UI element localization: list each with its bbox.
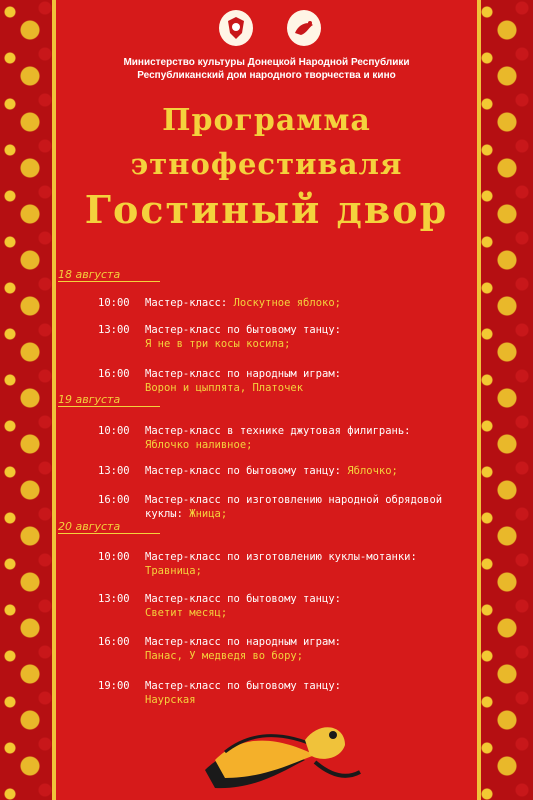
event-title: Мастер-класс по бытовому танцу: bbox=[145, 465, 348, 477]
event-highlight: Травница; bbox=[145, 565, 202, 577]
event-highlight: Лоскутное яблоко; bbox=[233, 297, 341, 309]
title-festival: этнофестиваля bbox=[130, 147, 403, 181]
event-title: Мастер-класс по народным играм: bbox=[145, 636, 341, 648]
event-title: Мастер-класс по изготовлению куклы-мотанки: bbox=[145, 551, 417, 563]
ornament-border-right bbox=[477, 0, 533, 800]
event-highlight: Панас, У медведя во бору; bbox=[145, 650, 304, 662]
event-title: Мастер-класс по бытовому танцу: bbox=[145, 593, 341, 605]
event-time: 16:00 bbox=[98, 368, 130, 380]
event-highlight: Яблочко; bbox=[347, 465, 398, 477]
event-time: 19:00 bbox=[98, 680, 130, 692]
firebird-ornament-icon bbox=[195, 700, 365, 800]
ministry-line: Министерство культуры Донецкой Народной Республики bbox=[123, 57, 410, 68]
house-of-creativity-line: Республиканский дом народного творчества и кино bbox=[137, 70, 396, 81]
event-highlight: Я не в три косы косила; bbox=[145, 338, 291, 350]
event-time: 10:00 bbox=[98, 297, 130, 309]
coat-of-arms-icon bbox=[219, 10, 253, 46]
event-title: Мастер-класс: bbox=[145, 297, 234, 309]
event-highlight: Яблочко наливное; bbox=[145, 439, 253, 451]
event-title: Мастер-класс по народным играм: bbox=[145, 368, 341, 380]
event-highlight: Ворон и цыплята, Платочек bbox=[145, 382, 304, 394]
logos bbox=[210, 10, 330, 50]
event-time: 10:00 bbox=[98, 425, 130, 437]
event-time: 13:00 bbox=[98, 465, 130, 477]
title-festival-name: Гостиный двор bbox=[84, 187, 449, 232]
event-title: Мастер-класс по бытовому танцу: bbox=[145, 324, 341, 336]
event-time: 16:00 bbox=[98, 494, 130, 506]
date-day3: 20 августа bbox=[58, 520, 160, 534]
date-day1: 18 августа bbox=[58, 268, 160, 282]
event-highlight: Наурская bbox=[145, 694, 196, 706]
event-time: 13:00 bbox=[98, 593, 130, 605]
event-time: 10:00 bbox=[98, 551, 130, 563]
event-highlight: Жница; bbox=[189, 508, 228, 520]
event-title: Мастер-класс по изготовлению народной обрядовой куклы: bbox=[145, 494, 443, 520]
folk-bird-logo-icon bbox=[287, 10, 321, 46]
title-program: Программа bbox=[162, 103, 371, 138]
event-title: Мастер-класс по бытовому танцу: bbox=[145, 680, 341, 692]
event-title: Мастер-класс в технике джутовая филигрань: bbox=[145, 425, 411, 437]
ornament-border-left bbox=[0, 0, 56, 800]
organizer-text bbox=[56, 56, 477, 82]
event-highlight: Светит месяц; bbox=[145, 607, 228, 619]
event-time: 16:00 bbox=[98, 636, 130, 648]
event-time: 13:00 bbox=[98, 324, 130, 336]
date-day2: 19 августа bbox=[58, 393, 160, 407]
